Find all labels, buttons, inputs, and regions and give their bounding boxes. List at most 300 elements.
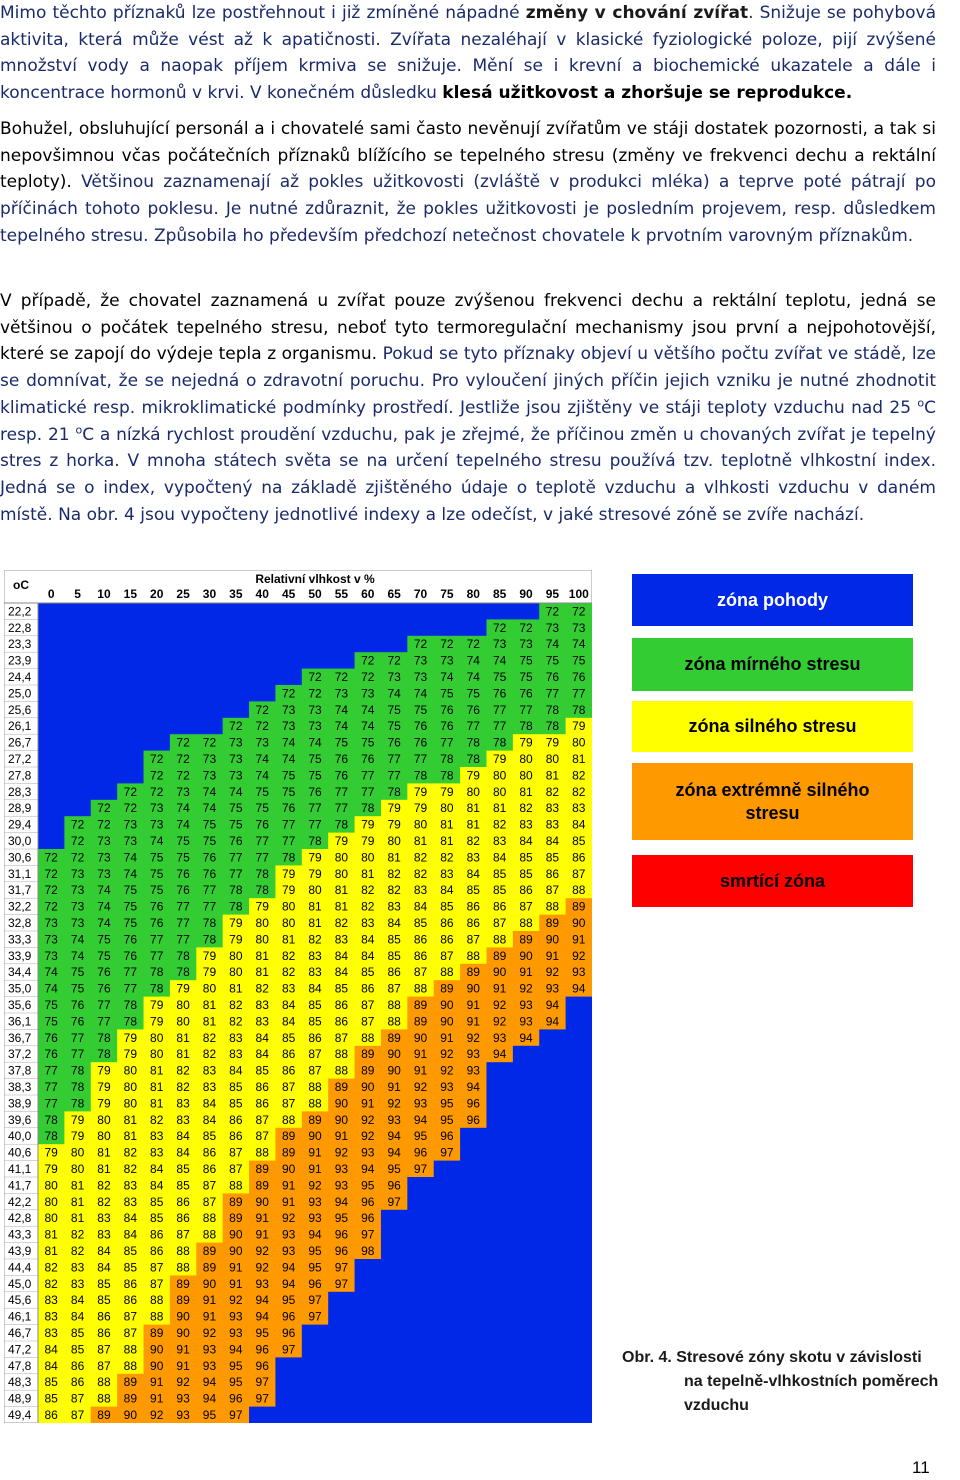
heatmap-cell: [434, 1325, 461, 1342]
thi-value: 76: [255, 817, 269, 832]
thi-value: 73: [150, 801, 164, 816]
thi-value: 90: [229, 1227, 243, 1242]
thi-value: 79: [44, 1145, 58, 1160]
thi-value: 76: [229, 834, 243, 848]
heatmap-cell: [513, 1357, 540, 1374]
heatmap-cell: [407, 1226, 434, 1243]
humidity-tick: 50: [308, 587, 322, 601]
thi-value: 89: [176, 1293, 190, 1308]
humidity-tick: 0: [47, 587, 55, 601]
thi-value: 84: [545, 834, 560, 848]
caption-line-1: Obr. 4. Stresové zóny skotu v závislosti: [622, 1349, 922, 1366]
heatmap-cell: [460, 1161, 487, 1178]
thi-value: 75: [229, 801, 243, 816]
thi-value: 91: [413, 1047, 428, 1062]
thi-value: 77: [44, 1096, 58, 1111]
heatmap-cell: [328, 1308, 355, 1325]
thi-value: 90: [308, 1129, 322, 1144]
thi-value: 80: [150, 1030, 164, 1045]
heatmap-cell: [64, 669, 91, 686]
thi-value: 80: [545, 752, 560, 766]
thi-value: 77: [572, 686, 586, 701]
thi-value: 78: [70, 1080, 85, 1094]
thi-value: 90: [387, 1047, 401, 1062]
thi-value: 82: [572, 768, 586, 783]
thi-value: 72: [44, 899, 58, 914]
thi-value: 80: [492, 768, 507, 783]
thi-value: 77: [150, 948, 164, 963]
thi-value: 85: [308, 1014, 322, 1029]
thi-value: 77: [440, 735, 454, 750]
heatmap-cell: [434, 1407, 461, 1423]
thi-value: 89: [545, 916, 560, 930]
thi-value: 79: [176, 981, 190, 996]
humidity-tick: 45: [281, 587, 296, 601]
thi-value: 88: [387, 1014, 401, 1029]
thi-value: 73: [97, 866, 111, 881]
thi-value: 86: [44, 1408, 58, 1422]
thi-value: 88: [334, 1047, 349, 1062]
heatmap-cell: [64, 652, 91, 669]
thi-value: 94: [545, 1014, 560, 1029]
heatmap-cell: [381, 1390, 408, 1407]
thi-value: 79: [123, 1030, 138, 1045]
thi-value: 83: [176, 1112, 190, 1127]
heatmap-cell: [381, 1341, 408, 1358]
thi-value: 74: [255, 752, 269, 766]
heatmap-cell: [566, 1341, 592, 1358]
thi-value: 77: [361, 768, 375, 783]
thi-value: 89: [281, 1145, 296, 1160]
thi-value: 82: [150, 1112, 164, 1127]
thi-value: 80: [176, 998, 190, 1012]
thi-value: 87: [413, 965, 428, 980]
heatmap-cell: [460, 1390, 487, 1407]
heatmap-cell: [196, 669, 223, 686]
thi-value: 73: [229, 735, 243, 750]
thi-value: 85: [44, 1391, 58, 1406]
thi-value: 95: [334, 1211, 349, 1226]
thi-value: 83: [229, 1047, 243, 1062]
thi-value: 88: [387, 998, 401, 1012]
thi-value: 93: [308, 1194, 322, 1209]
thi-value: 73: [519, 637, 533, 652]
temperature-label: 27,2: [8, 752, 32, 766]
thi-value: 79: [97, 1080, 111, 1094]
heatmap-cell: [513, 1095, 540, 1112]
thi-value: 94: [255, 1293, 269, 1308]
thi-value: 72: [572, 604, 586, 619]
thi-value: 88: [440, 965, 454, 980]
temperature-label: 28,3: [8, 784, 32, 799]
heatmap-cell: [91, 718, 118, 735]
thi-value: 73: [361, 686, 375, 701]
thi-value: 75: [229, 817, 243, 832]
thi-value: 75: [44, 998, 58, 1012]
thi-value: 90: [545, 932, 560, 947]
chart-title: Relativní vlhkost v %: [255, 572, 375, 586]
thi-value: 88: [150, 1309, 164, 1324]
heatmap-cell: [355, 1390, 382, 1407]
thi-value: 92: [492, 1014, 507, 1029]
thi-value: 76: [123, 948, 138, 963]
humidity-tick: 95: [545, 587, 560, 601]
thi-value: 83: [123, 1194, 138, 1209]
thi-value: 85: [572, 834, 586, 848]
heatmap-cell: [381, 1210, 408, 1227]
thi-value: 90: [361, 1080, 375, 1094]
thi-value: 85: [97, 1276, 111, 1291]
thi-value: 77: [413, 752, 428, 766]
thi-value: 77: [44, 1063, 58, 1078]
thi-value: 78: [492, 735, 507, 750]
thi-value: 87: [492, 916, 507, 930]
thi-value: 95: [308, 1260, 322, 1275]
heatmap-cell: [38, 767, 65, 784]
thi-value: 84: [334, 965, 349, 980]
heatmap-cell: [38, 833, 65, 850]
thi-value: 85: [387, 932, 401, 947]
thi-value: 96: [334, 1227, 349, 1242]
heatmap-cell: [302, 1357, 329, 1374]
thi-value: 84: [70, 1309, 85, 1324]
thi-value: 81: [572, 752, 586, 766]
heatmap-cell: [249, 636, 276, 653]
temperature-label: 30,0: [8, 834, 32, 848]
thi-value: 76: [519, 686, 533, 701]
heatmap-cell: [196, 685, 223, 702]
thi-value: 86: [519, 883, 533, 898]
thi-value: 94: [519, 1030, 533, 1045]
heatmap-cell: [513, 1292, 540, 1309]
heatmap-cell: [144, 652, 171, 669]
heatmap-cell: [117, 636, 144, 653]
thi-value: 85: [70, 1342, 85, 1357]
thi-value: 86: [308, 1030, 322, 1045]
thi-value: 89: [255, 1178, 269, 1193]
thi-value: 82: [361, 899, 375, 914]
heatmap-cell: [196, 603, 223, 620]
heatmap-cell: [117, 603, 144, 620]
paragraph-3: [0, 288, 936, 528]
thi-value: 74: [281, 735, 296, 750]
thi-value: 97: [308, 1293, 322, 1308]
thi-value: 90: [123, 1408, 138, 1422]
heatmap-cell: [381, 1275, 408, 1292]
thi-value: 95: [308, 1244, 322, 1258]
thi-value: 77: [70, 1047, 85, 1062]
thi-value: 96: [255, 1358, 269, 1373]
thi-value: 81: [97, 1145, 111, 1160]
thi-value: 94: [255, 1309, 269, 1324]
thi-value: 87: [308, 1063, 322, 1078]
thi-value: 76: [545, 670, 560, 684]
thi-value: 94: [413, 1112, 428, 1127]
thi-value: 90: [413, 1030, 428, 1045]
thi-value: 92: [361, 1112, 375, 1127]
thi-value: 90: [176, 1326, 190, 1340]
thi-value: 74: [492, 653, 507, 668]
heatmap-cell: [38, 718, 65, 735]
heatmap-cell: [223, 603, 250, 620]
thi-value: 75: [440, 686, 454, 701]
heatmap-cell: [91, 767, 118, 784]
thi-value: 93: [176, 1408, 190, 1422]
thi-value: 84: [176, 1129, 190, 1144]
heatmap-cell: [407, 1357, 434, 1374]
corner-label: oC: [13, 578, 29, 592]
thi-value: 90: [334, 1096, 349, 1111]
thi-value: 93: [202, 1358, 217, 1373]
thi-value: 82: [176, 1080, 190, 1094]
thi-value: 86: [387, 965, 401, 980]
thi-value: 77: [176, 899, 190, 914]
thi-value: 83: [387, 899, 401, 914]
thi-value: 84: [308, 981, 322, 996]
thi-value: 93: [281, 1227, 296, 1242]
thi-value: 86: [202, 1162, 217, 1176]
thi-value: 73: [70, 916, 85, 930]
humidity-tick: 75: [440, 587, 454, 601]
thi-value: 82: [97, 1194, 111, 1209]
heatmap-cell: [117, 751, 144, 768]
thi-value: 87: [150, 1276, 164, 1291]
thi-value: 89: [361, 1063, 375, 1078]
thi-value: 80: [150, 1047, 164, 1062]
thi-value: 76: [334, 752, 349, 766]
thi-value: 78: [229, 899, 243, 914]
heatmap-cell: [486, 1144, 513, 1161]
thi-value: 74: [413, 686, 428, 701]
humidity-tick: 80: [466, 587, 480, 601]
thi-value: 96: [466, 1096, 480, 1111]
thi-value: 78: [255, 883, 269, 898]
thi-value: 78: [519, 719, 533, 734]
thi-value: 73: [387, 670, 401, 684]
thi-value: 72: [334, 670, 349, 684]
heatmap-cell: [486, 1407, 513, 1423]
thi-value: 73: [70, 899, 85, 914]
page-number: 11: [912, 1458, 930, 1477]
heatmap-cell: [486, 1357, 513, 1374]
thi-value: 89: [123, 1391, 138, 1406]
thi-value: 86: [97, 1326, 111, 1340]
heatmap-cell: [539, 1357, 566, 1374]
thi-value: 76: [97, 981, 111, 996]
heatmap-cell: [460, 1308, 487, 1325]
thi-value: 87: [70, 1408, 85, 1422]
thi-value: 79: [572, 719, 586, 734]
thi-value: 86: [466, 916, 480, 930]
thi-value: 73: [413, 670, 428, 684]
heatmap-cell: [513, 1128, 540, 1145]
thi-value: 93: [519, 1014, 533, 1029]
thi-value: 92: [281, 1211, 296, 1226]
thi-value: 84: [123, 1211, 138, 1226]
thi-value: 81: [545, 768, 560, 783]
heatmap-cell: [38, 734, 65, 751]
heatmap-cell: [64, 685, 91, 702]
thi-value: 74: [440, 670, 454, 684]
thi-value: 77: [361, 784, 375, 799]
thi-value: 84: [519, 834, 533, 848]
heatmap-cell: [513, 1275, 540, 1292]
thi-value: 72: [123, 801, 138, 816]
thi-value: 79: [308, 866, 322, 881]
temperature-label: 48,9: [8, 1391, 32, 1406]
heatmap-cell: [275, 652, 302, 669]
temperature-label: 40,6: [8, 1145, 32, 1160]
heatmap-cell: [407, 1243, 434, 1260]
heatmap-cell: [275, 1390, 302, 1407]
heatmap-cell: [486, 1275, 513, 1292]
thi-value: 79: [387, 817, 401, 832]
heatmap-cell: [486, 1308, 513, 1325]
heatmap-cell: [275, 1374, 302, 1391]
thi-value: 73: [97, 850, 111, 865]
thi-value: 81: [229, 981, 243, 996]
thi-value: 88: [466, 948, 480, 963]
thi-value: 82: [466, 834, 480, 848]
p1-emph-yield: klesá užitkovost a zhoršuje se reprodukce.: [442, 83, 853, 104]
thi-value: 73: [123, 817, 138, 832]
thi-value: 86: [202, 1145, 217, 1160]
thi-value: 93: [387, 1112, 401, 1127]
thi-value: 86: [281, 1063, 296, 1078]
heatmap-cell: [434, 1226, 461, 1243]
thi-value: 75: [70, 965, 85, 980]
heatmap-cell: [117, 734, 144, 751]
thi-value: 76: [308, 784, 322, 799]
thi-value: 77: [176, 932, 190, 947]
thi-value: 74: [123, 866, 138, 881]
heatmap-cell: [91, 669, 118, 686]
thi-value: 87: [545, 883, 560, 898]
heatmap-cell: [328, 1325, 355, 1342]
thi-value: 86: [229, 1112, 243, 1127]
thi-value: 94: [387, 1129, 401, 1144]
thi-value: 93: [229, 1309, 243, 1324]
thi-value: 80: [572, 735, 586, 750]
heatmap-cell: [460, 603, 487, 620]
heatmap-cell: [566, 1292, 592, 1309]
thi-value: 85: [44, 1375, 58, 1390]
p2-text-a: Bohužel, obsluhující personál a i chovatelé sami často nevěnují zvířatům ve stáji dostatek pozornosti, a tak si nepovšimnou včas počátečních příznaků blížícího se tepelného stresu (změny ve frekvenci dechu a rektální teploty).: [0, 119, 936, 193]
thi-value: 79: [97, 1096, 111, 1111]
thi-value: 72: [413, 637, 428, 652]
legend-zone-severe-stress-label: zóna silného stresu: [688, 716, 857, 736]
thi-value: 77: [492, 719, 507, 734]
thi-value: 83: [70, 1276, 85, 1291]
temperature-label: 41,1: [8, 1162, 32, 1176]
thi-value: 91: [255, 1211, 269, 1226]
thi-value: 80: [308, 883, 322, 898]
thi-value: 95: [440, 1112, 454, 1127]
thi-value: 86: [150, 1227, 164, 1242]
heatmap-cell: [144, 734, 171, 751]
heatmap-cell: [302, 1374, 329, 1391]
thi-value: 81: [519, 784, 533, 799]
thi-value: 85: [176, 1178, 190, 1193]
thi-value: 92: [308, 1178, 322, 1193]
heatmap-cell: [355, 1325, 382, 1342]
heatmap-cell: [513, 603, 540, 620]
thi-value: 75: [97, 932, 111, 947]
heatmap-cell: [407, 1308, 434, 1325]
thi-value: 87: [229, 1162, 243, 1176]
heatmap-cell: [407, 1407, 434, 1423]
thi-value: 87: [202, 1194, 217, 1209]
thi-value: 77: [387, 768, 401, 783]
thi-value: 79: [334, 834, 349, 848]
temperature-label: 45,6: [8, 1293, 32, 1308]
thi-value: 89: [492, 948, 507, 963]
thi-value: 80: [229, 965, 243, 980]
thi-value: 94: [492, 1047, 507, 1062]
heatmap-cell: [513, 1144, 540, 1161]
legend-zone-extreme-stress: [632, 763, 913, 840]
thi-value: 77: [70, 1030, 85, 1045]
thi-value: 72: [44, 883, 58, 898]
temperature-label: 46,7: [8, 1326, 32, 1340]
thi-value: 83: [281, 981, 296, 996]
heatmap-cell: [539, 1259, 566, 1276]
thi-value: 85: [492, 866, 507, 881]
heatmap-cell: [539, 1111, 566, 1128]
thi-value: 78: [97, 1030, 111, 1045]
heatmap-cell: [381, 1292, 408, 1309]
thi-value: 72: [308, 670, 322, 684]
thi-value: 86: [440, 932, 454, 947]
heatmap-cell: [434, 1390, 461, 1407]
thi-value: 85: [202, 1129, 217, 1144]
thi-value: 79: [229, 932, 243, 947]
thi-value: 80: [255, 932, 269, 947]
heatmap-cell: [539, 1275, 566, 1292]
thi-value: 94: [281, 1260, 296, 1275]
thi-value: 80: [97, 1129, 111, 1144]
heatmap-cell: [275, 1357, 302, 1374]
thi-value: 91: [229, 1260, 243, 1275]
humidity-tick: 90: [519, 587, 533, 601]
thi-value: 82: [123, 1145, 138, 1160]
thi-value: 80: [334, 866, 349, 881]
thi-value: 83: [229, 1030, 243, 1045]
heatmap-cell: [275, 1407, 302, 1423]
thi-value: 79: [97, 1063, 111, 1078]
thi-value: 79: [202, 948, 217, 963]
temperature-label: 34,4: [8, 965, 32, 980]
heatmap-cell: [486, 1177, 513, 1194]
thi-value: 77: [202, 899, 217, 914]
thi-value: 81: [466, 801, 480, 816]
heatmap-cell: [486, 1128, 513, 1145]
thi-value: 84: [176, 1145, 190, 1160]
heatmap-cell: [355, 1374, 382, 1391]
thi-value: 76: [413, 735, 428, 750]
thi-value: 79: [387, 801, 401, 816]
thi-value: 93: [492, 1030, 507, 1045]
thi-value: 95: [229, 1375, 243, 1390]
thi-value: 96: [361, 1211, 375, 1226]
thi-value: 87: [361, 1014, 375, 1029]
thi-value: 72: [308, 686, 322, 701]
thi-value: 82: [334, 916, 349, 930]
thi-value: 88: [492, 932, 507, 947]
thi-value: 83: [334, 932, 349, 947]
thi-value: 95: [229, 1358, 243, 1373]
thi-value: 80: [466, 784, 480, 799]
